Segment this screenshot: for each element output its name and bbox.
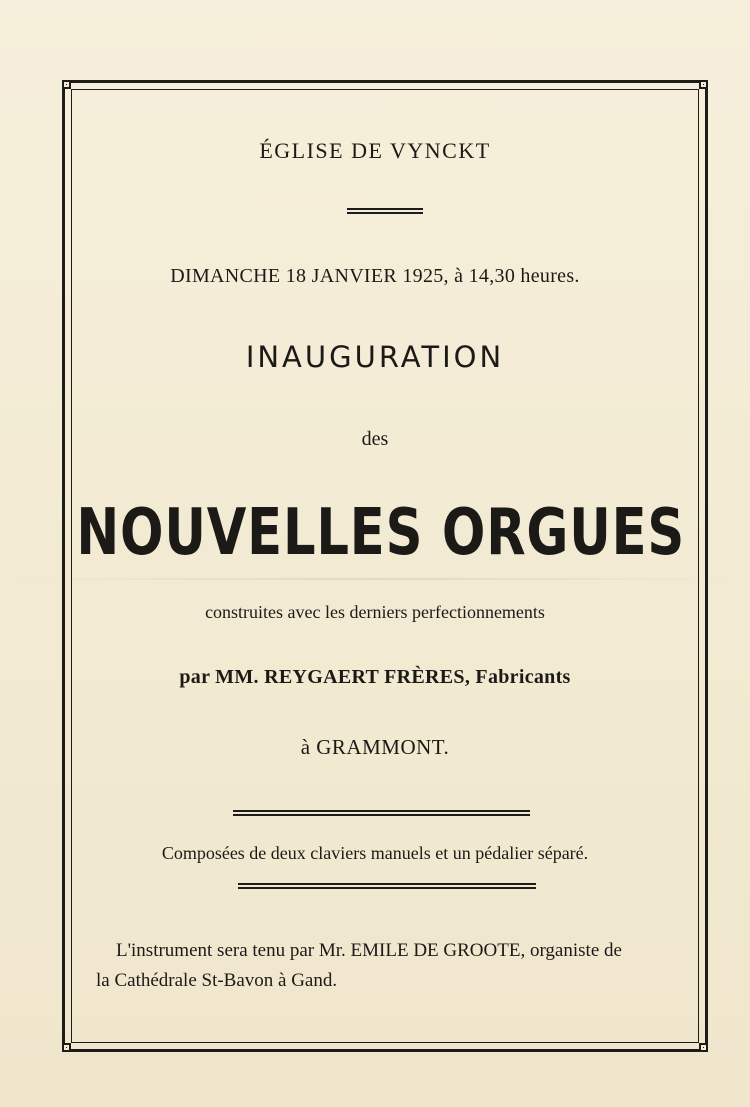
performer-line: la Cathédrale St-Bavon à Gand. [96, 970, 338, 991]
event-date: DIMANCHE 18 JANVIER 1925, à 14,30 heures. [170, 265, 580, 287]
performer-text: L'instrument sera tenu par Mr. EMILE DE GROOTE, organiste de [116, 940, 622, 961]
connector-word: des [361, 428, 389, 450]
divider-rule [347, 208, 423, 214]
frame-corner-ornament [699, 80, 708, 89]
divider-rule [233, 810, 530, 816]
frame-corner-ornament [62, 1043, 71, 1052]
composition-note: Composées de deux claviers manuels et un pédalier séparé. [161, 843, 589, 863]
frame-corner-ornament [62, 80, 71, 89]
performer-paragraph [96, 936, 686, 996]
organ-builders: par MM. REYGAERT FRÈRES, Fabricants [179, 666, 571, 688]
divider-rule [238, 883, 536, 889]
inauguration-heading: INAUGURATION [245, 340, 505, 374]
church-name: ÉGLISE DE VYNCKT [259, 138, 491, 163]
construction-note: construites avec les derniers perfectionnements [205, 602, 545, 622]
main-title: NOUVELLES ORGUES [76, 496, 686, 570]
builders-town: à GRAMMONT. [300, 735, 450, 759]
frame-corner-ornament [699, 1043, 708, 1052]
performer-line [96, 936, 686, 966]
